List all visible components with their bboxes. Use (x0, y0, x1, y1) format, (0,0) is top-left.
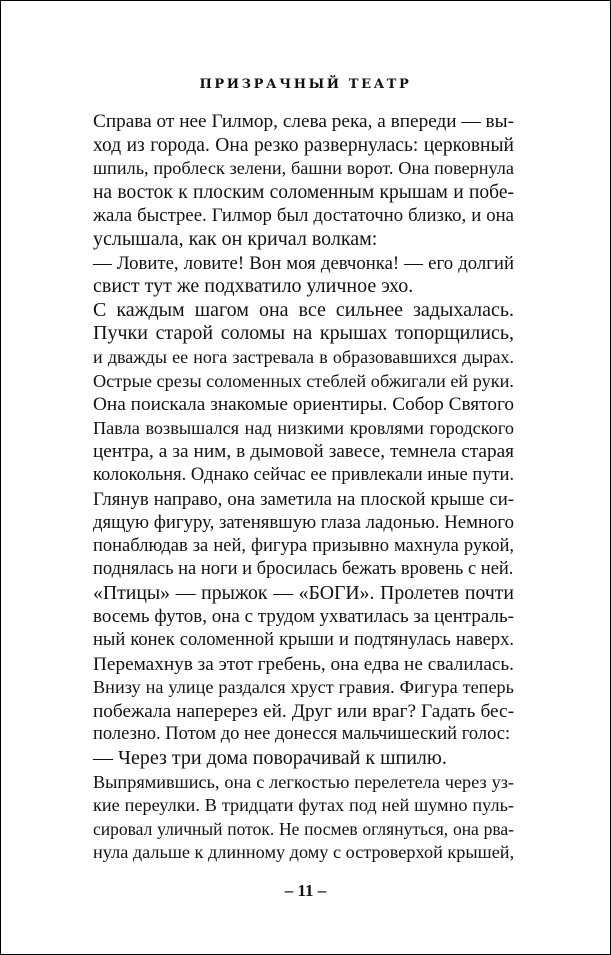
text-line: Она поискала знакомые ориентиры. Собор Святого (93, 394, 514, 416)
text-line: ход из города. Она резко развернулась: церковный (93, 134, 514, 156)
text-line: шпиль, проблеск зелени, башни ворот. Она повернула (93, 158, 514, 179)
text-line: свист тут же подхватило уличное эхо. (93, 275, 414, 298)
text-line: Павла возвышался над низкими кровлями городского (93, 417, 514, 438)
text-line: кие переулки. В тридцати футах под ней шумно пуль- (93, 795, 514, 816)
text-line: на восток к плоским соломенным крышам и побе- (93, 181, 514, 203)
text-line: услышала, как он кричал волкам: (93, 227, 378, 250)
text-line: Выпрямившись, она с легкостью перелетела через уз- (93, 771, 514, 792)
text-line: ный конек соломенной крыши и подтянулась наверх. (93, 630, 514, 651)
text-line: сировал уличный поток. Не посмев оглянуться, она рва- (93, 818, 514, 839)
text-line: восемь футов, она с трудом ухватилась за централь- (93, 606, 514, 628)
text-line: Справа от нее Гилмор, слева река, а впереди — вы- (93, 111, 514, 132)
text-line: дящую фигуру, затенявшую глаза ладонью. Немного (93, 512, 514, 534)
text-line: жала быстрее. Гилмор был достаточно близко, и она (93, 205, 514, 227)
body-text (93, 110, 514, 865)
text-line: «Птицы» — прыжок — «БОГИ». Пролетев почти (93, 581, 514, 604)
text-line: нула дальше к длинному дому с островерхой крышей, (93, 842, 515, 863)
text-line: понаблюдав за ней, фигура призывно махнула рукой, (93, 535, 514, 556)
text-line: Внизу на улице раздался хруст гравия. Фигура теперь (93, 677, 514, 698)
text-line: — Через три дома поворачивай к шпилю. (93, 747, 447, 770)
text-line: С каждым шагом она все сильнее задыхалась. (93, 298, 514, 321)
text-line: побежала наперерез ей. Друг или враг? Гадать бес- (93, 700, 514, 722)
running-header: ПРИЗРАЧНЫЙ ТЕАТР (199, 77, 412, 92)
text-line: — Ловите, ловите! Вон моя девчонка! — его долгий (93, 252, 514, 274)
text-line: центра, а за ним, в дымовой завесе, темнела старая (93, 441, 514, 463)
text-line: и дважды ее нога застревала в образовавшихся дырах. (93, 346, 514, 367)
text-line: Глянув направо, она заметила на плоской крыше си- (93, 488, 514, 510)
page-number: – 11 – (284, 881, 327, 900)
text-line: Перемахнув за этот гребень, она едва не свалилась. (93, 653, 514, 675)
text-line: Острые срезы соломенных стеблей обжигали ей руки. (93, 370, 514, 391)
text-line: Пучки старой соломы на крышах топорщились, (93, 322, 514, 345)
text-line: поднялась на ноги и бросилась бежать вровень с ней. (93, 559, 514, 580)
text-line: полезно. Потом до нее донесся мальчишеский голос: (93, 724, 511, 745)
text-line: колокольня. Однако сейчас ее привлекали иные пути. (93, 464, 515, 485)
